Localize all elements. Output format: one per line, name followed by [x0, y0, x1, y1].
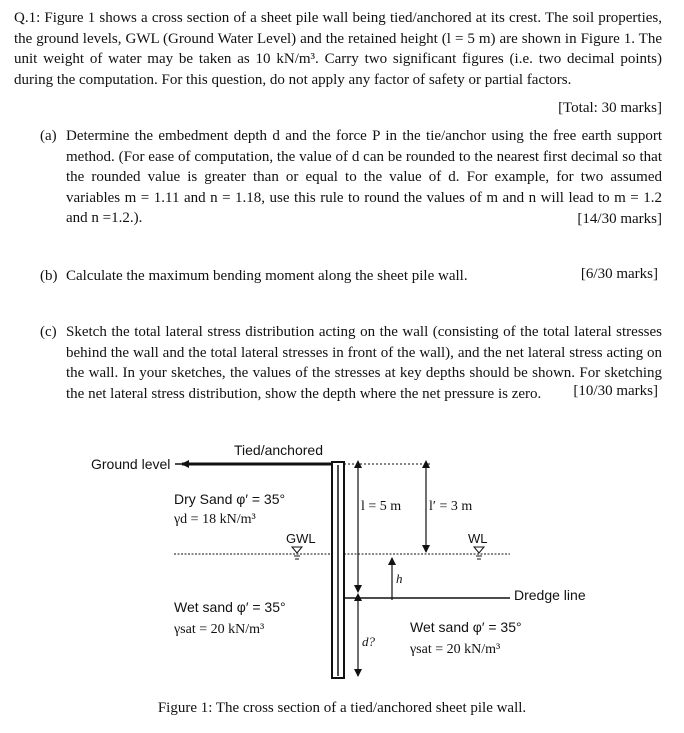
l-label: l = 5 m	[361, 499, 402, 514]
tied-anchored-label: Tied/anchored	[234, 442, 323, 458]
part-a-text: Determine the embedment depth d and the force P in the tie/anchor using the free earth support method. (For ease of computation, the value of d can be rounded to the nearest first decimal so that the rounded value is greater than or equal to the value of d. For example, for two assumed variables m = 1.11 and n = 1.18, use this rule to round the values of m and n will lead to m = 1.2 and n =1.2.).	[66, 128, 662, 226]
dredge-line-label: Dredge line	[514, 587, 586, 603]
d-label: d?	[362, 634, 375, 649]
part-b-marks: [6/30 marks]	[580, 266, 658, 282]
gwl-symbol	[292, 547, 302, 559]
part-b-label: (b)	[40, 268, 58, 284]
part-c-label: (c)	[40, 324, 57, 340]
part-c-text: Sketch the total lateral stress distribution acting on the wall (consisting of the total lateral stresses behind the wall and the total lateral stresses in front of the wall), and the net lateral stress acting on the wall. In your sketches, the values of the stresses at key depths should be shown. For sketching the net lateral stress distribution, show the depth where the net pressure is zero.	[66, 324, 662, 402]
total-marks: [Total: 30 marks]	[558, 100, 662, 116]
gwl-label: GWL	[286, 531, 316, 546]
ground-level-label: Ground level	[91, 456, 171, 472]
part-c-marks: [10/30 marks]	[567, 383, 658, 400]
lprime-label: l′ = 3 m	[429, 499, 473, 514]
h-label: h	[396, 571, 403, 586]
wl-symbol	[474, 547, 484, 559]
question-text: Q.1: Figure 1 shows a cross section of a sheet pile wall being tied/anchored at its crest. The soil properties, the ground levels, GWL (Ground Water Level) and the retained height (l = 5 m) are shown in Figure 1. The unit weight of water may be taken as 10 kN/m³. Carry two significant figures (i.e. two decimal points) during the computation. For this question, do not apply any factor of safety or partial factors.	[14, 10, 662, 88]
part-b-text: Calculate the maximum bending moment along the sheet pile wall.	[66, 268, 468, 284]
figure-caption: Figure 1: The cross section of a tied/anchored sheet pile wall.	[157, 700, 527, 716]
dry-sand-unit-weight: γd = 18 kN/m³	[174, 512, 256, 527]
wet-sand-left-unit-weight: γsat = 20 kN/m³	[174, 622, 265, 637]
dry-sand-props: Dry Sand φ′ = 35°	[174, 491, 286, 507]
wl-label: WL	[468, 531, 488, 546]
wet-sand-right-props: Wet sand φ′ = 35°	[410, 619, 522, 635]
wet-sand-right-unit-weight: γsat = 20 kN/m³	[410, 642, 501, 657]
part-a-label: (a)	[40, 128, 57, 144]
wet-sand-left-props: Wet sand φ′ = 35°	[174, 599, 286, 615]
part-a-marks: [14/30 marks]	[577, 211, 662, 227]
